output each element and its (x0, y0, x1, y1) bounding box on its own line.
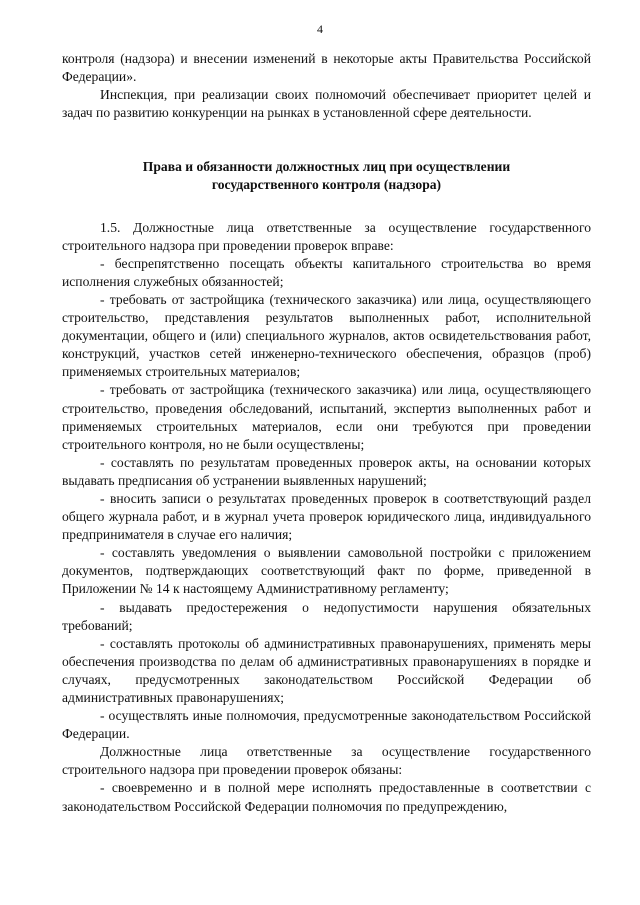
section-lead-paragraph: 1.5. Должностные лица ответственные за осуществление государственного строительного надзора при проведении проверок вправе: (62, 219, 591, 253)
rights-list-item: - составлять по результатам проведенных проверок акты, на основании которых выдавать предписания об устранении выявленных нарушений; (62, 454, 591, 488)
rights-list-item: - требовать от застройщика (технического заказчика) или лица, осуществляющего строительство, представления результатов выполненных работ, исполнительной документации, общего и (или) специального журналов, актов освидетельствования работ, конструкций, участков сетей инженерно-технического обеспечения, образцов (проб) применяемых строительных материалов; (62, 291, 591, 380)
intro-paragraph: контроля (надзора) и внесении изменений в некоторые акты Правительства Российской Федерации». (62, 51, 591, 85)
rights-list-item: - составлять протоколы об административных правонарушениях, применять меры обеспечения производства по делам об административных правонарушениях в порядке и случаях, предусмотренных законодательством Российской Федерации об административных правонарушениях; (62, 635, 591, 705)
intro-paragraph: Инспекция, при реализации своих полномочий обеспечивает приоритет целей и задач по развитию конкуренции на рынках в установленной сфере деятельности. (62, 87, 591, 121)
section-heading (62, 158, 591, 194)
rights-list-item: - вносить записи о результатах проведенных проверок в соответствующий раздел общего журнала работ, и в журнал учета проверок юридического лица, индивидуального предпринимателя в случае его наличия; (62, 490, 591, 543)
page-number: 4 (317, 22, 323, 36)
section-heading-line: государственного контроля (надзора) (211, 177, 442, 193)
rights-list-item: - беспрепятственно посещать объекты капитального строительства во время исполнения служебных обязанностей; (62, 255, 591, 289)
rights-list-item: - выдавать предостережения о недопустимости нарушения обязательных требований; (62, 599, 591, 633)
duties-lead-paragraph: Должностные лица ответственные за осуществление государственного строительного надзора при проведении проверок обязаны: (62, 744, 591, 778)
rights-list-item: - составлять уведомления о выявлении самовольной постройки с приложением документов, подтверждающих соответствующий факт по форме, приведенной в Приложении № 14 к настоящему Административному регламенту; (62, 545, 591, 597)
rights-list-item: - требовать от застройщика (технического заказчика) или лица, осуществляющего строительство, проведения обследований, испытаний, экспертиз выполненных работ и применяемых строительных материалов, если они требуются при проведении строительного контроля, но не были осуществлены; (62, 382, 591, 452)
duties-list-item: - своевременно и в полной мере исполнять предоставленные в соответствии с законодательством Российской Федерации полномочия по предупреждению, (62, 780, 591, 814)
rights-list-item: - осуществлять иные полномочия, предусмотренные законодательством Российской Федерации. (62, 708, 591, 742)
section-heading-line: Права и обязанности должностных лиц при осуществлении (142, 159, 511, 175)
document-body (62, 50, 591, 816)
